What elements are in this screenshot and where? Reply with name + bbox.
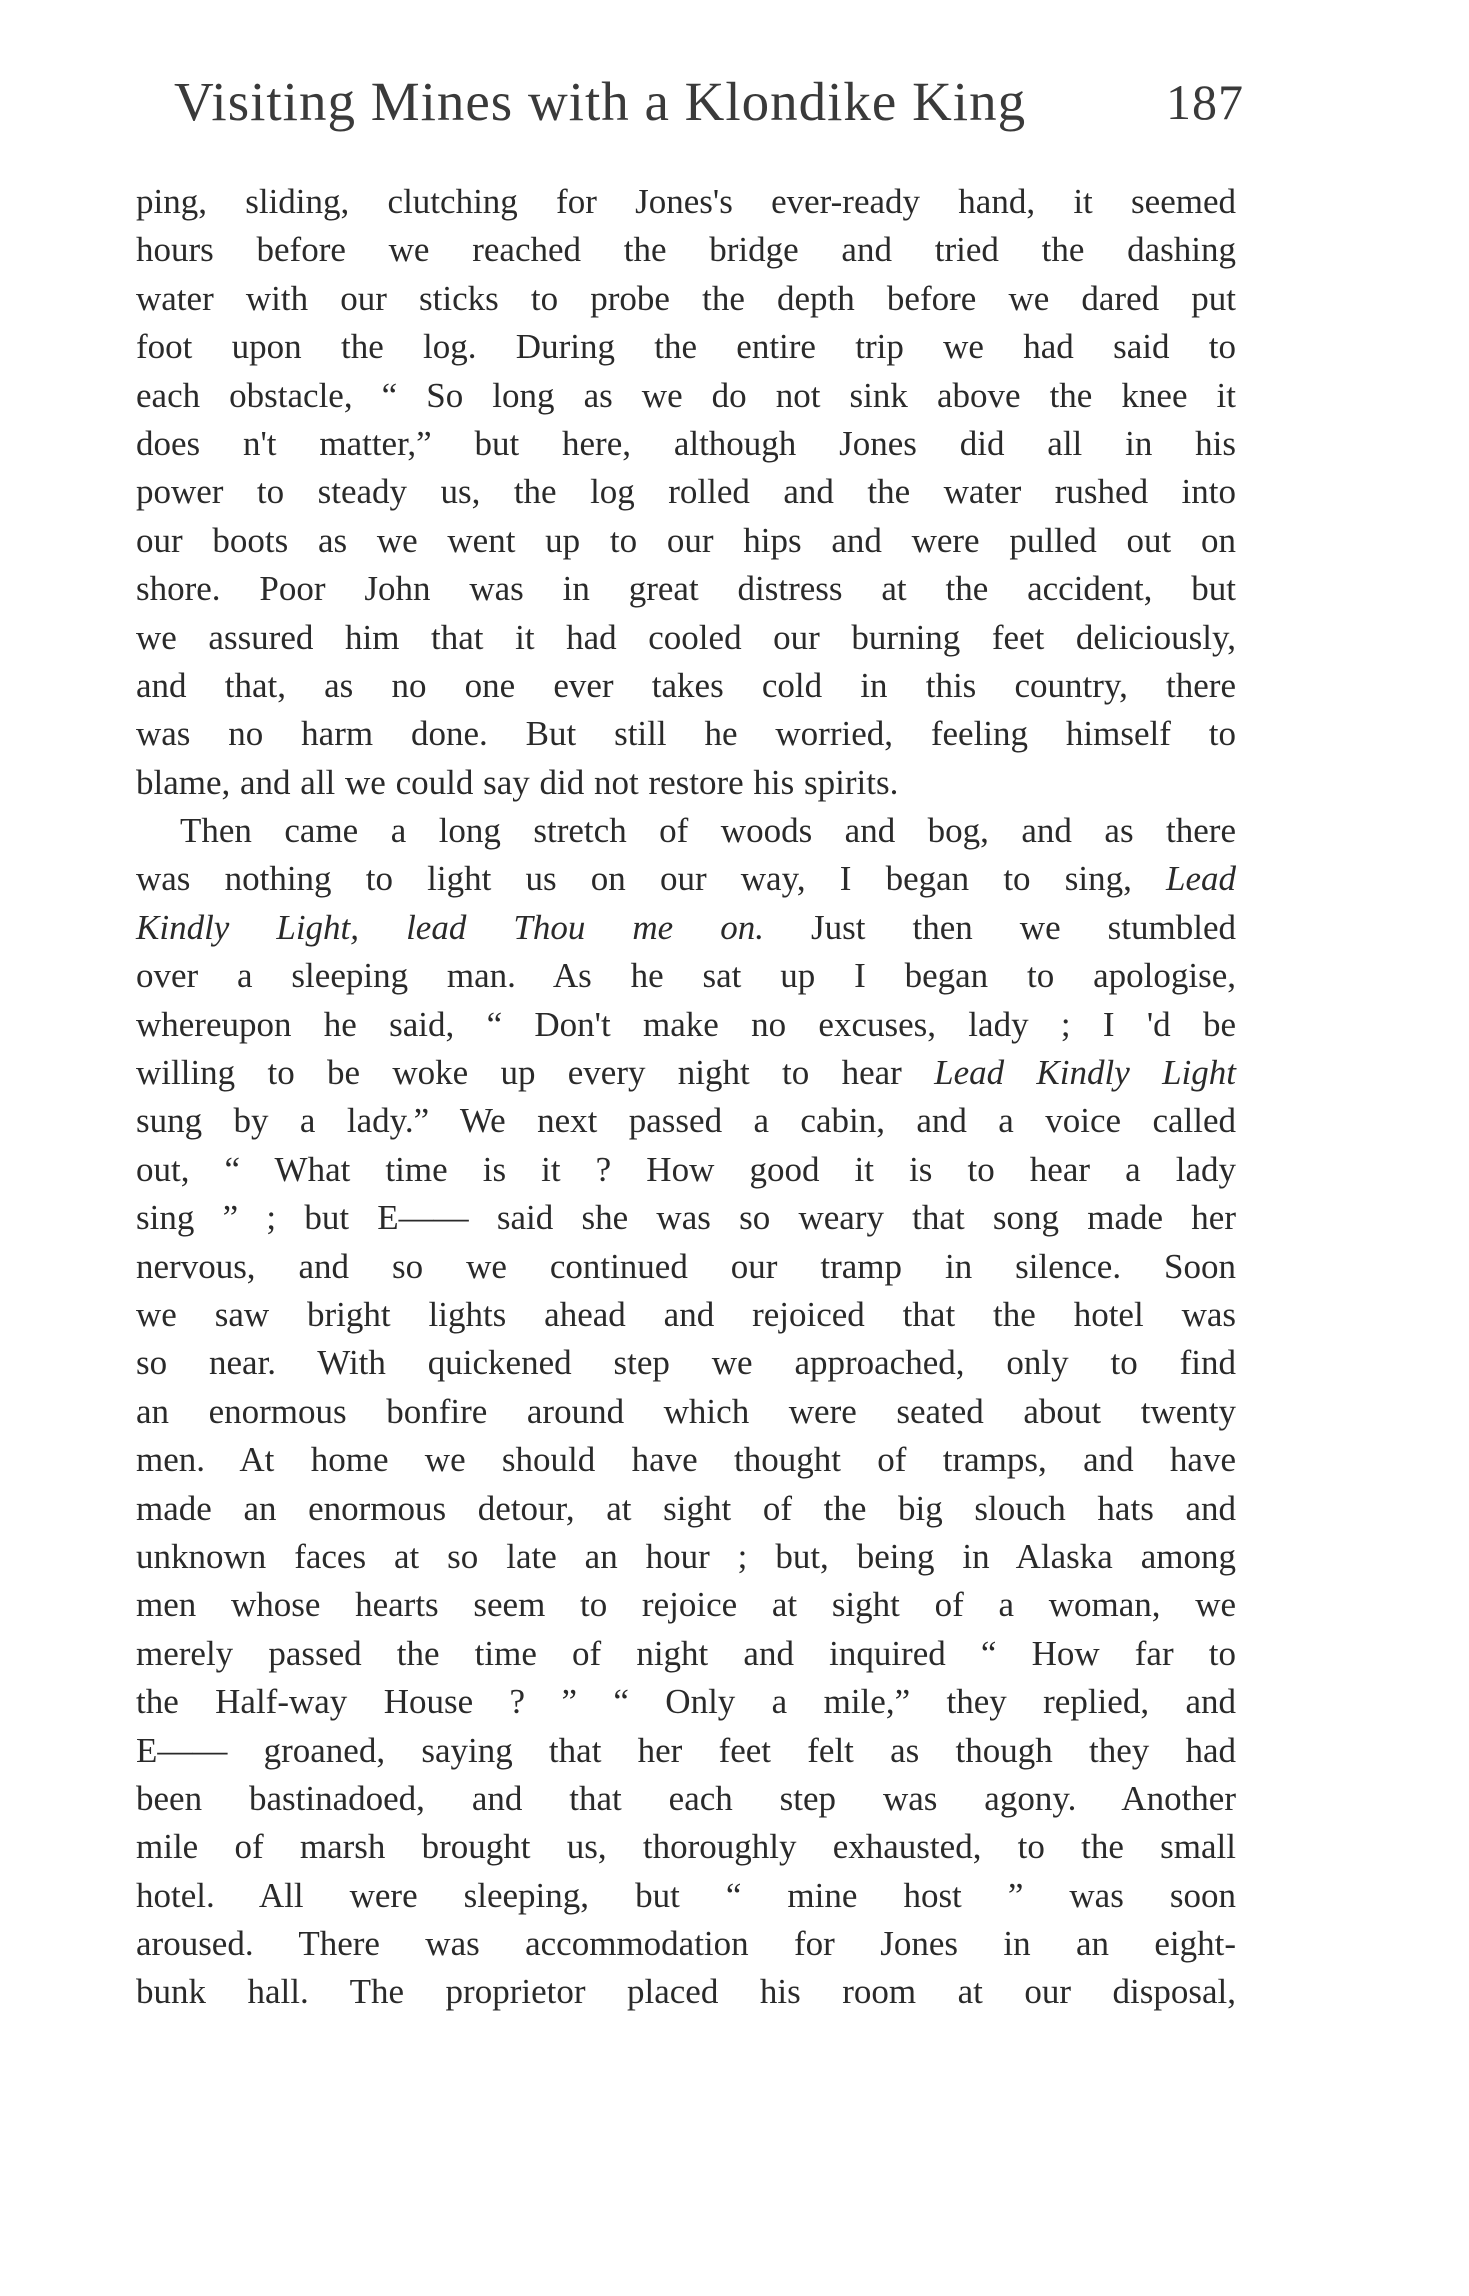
text-line: was no harm done. But still he worried, feeling himself to <box>136 714 1236 754</box>
text-line: shore. Poor John was in great distress at the accident, but <box>136 569 1236 609</box>
text-line: nervous, and so we continued our tramp in silence. Soon <box>136 1246 1236 1286</box>
text-line: our boots as we went up to our hips and were pulled out on <box>136 520 1236 560</box>
running-title: Visiting Mines with a Klondike King <box>174 71 1027 132</box>
text-line: does n't matter,” but here, although Jones did all in his <box>136 423 1236 463</box>
text-line: mile of marsh brought us, thoroughly exhausted, to the small <box>136 1827 1236 1867</box>
text-line: sing ” ; but E—— said she was so weary that song made her <box>136 1198 1236 1238</box>
italic-song-title: Kindly Light, lead Thou me on. <box>136 907 764 947</box>
text-line: unknown faces at so late an hour ; but, being in Alaska among <box>136 1536 1236 1576</box>
text-line: been bastinadoed, and that each step was agony. Another <box>136 1778 1236 1818</box>
text-line: power to steady us, the log rolled and the water rushed into <box>136 472 1236 512</box>
text-line: hotel. All were sleeping, but “ mine host ” was soon <box>136 1875 1236 1915</box>
text-line: men. At home we should have thought of tramps, and have <box>136 1440 1236 1480</box>
text-line: sung by a lady.” We next passed a cabin, and a voice called <box>136 1101 1236 1141</box>
text-line: we assured him that it had cooled our burning feet deliciously, <box>136 617 1236 657</box>
text-line: an enormous bonfire around which were seated about twenty <box>136 1391 1236 1431</box>
text-line: foot upon the log. During the entire trip we had said to <box>136 327 1236 367</box>
text-line: whereupon he said, “ Don't make no excuses, lady ; I 'd be <box>136 1004 1236 1044</box>
text-line: blame, and all we could say did not restore his spirits. <box>136 762 899 802</box>
text-line: E—— groaned, saying that her feet felt as though they had <box>136 1730 1236 1770</box>
text-line: water with our sticks to probe the depth before we dared put <box>136 278 1236 318</box>
running-head <box>174 70 1244 134</box>
text-line: each obstacle, “ So long as we do not sink above the knee it <box>136 375 1236 415</box>
text-line: over a sleeping man. As he sat up I began to apologise, <box>136 956 1236 996</box>
italic-song-title: Lead <box>1166 859 1236 899</box>
body-text <box>136 178 1236 2017</box>
text-line: merely passed the time of night and inquired “ How far to <box>136 1633 1236 1673</box>
text-line: hours before we reached the bridge and tried the dashing <box>136 230 1236 270</box>
text-line: the Half-way House ? ” “ Only a mile,” they replied, and <box>136 1682 1236 1722</box>
text-line: so near. With quickened step we approached, only to find <box>136 1343 1236 1383</box>
text-line: ping, sliding, clutching for Jones's ever-ready hand, it seemed <box>136 182 1236 221</box>
text-line: willing to be woke up every night to hear Lead Kindly Light <box>136 1053 1236 1093</box>
text-line: was nothing to light us on our way, I began to sing, Lead <box>136 859 1236 899</box>
text-line: we saw bright lights ahead and rejoiced that the hotel was <box>136 1294 1236 1334</box>
italic-song-title: Lead Kindly Light <box>934 1053 1236 1093</box>
text-line: and that, as no one ever takes cold in this country, there <box>136 665 1236 705</box>
text-line: out, “ What time is it ? How good it is to hear a lady <box>136 1149 1236 1189</box>
text-line: bunk hall. The proprietor placed his room at our disposal, <box>136 1972 1236 2012</box>
text-line: made an enormous detour, at sight of the big slouch hats and <box>136 1488 1236 1528</box>
text-line: men whose hearts seem to rejoice at sight of a woman, we <box>136 1585 1236 1625</box>
page-number: 187 <box>1166 74 1244 130</box>
text-line: Kindly Light, lead Thou me on. Just then we stumbled <box>136 907 1236 947</box>
text-line: aroused. There was accommodation for Jones in an eight- <box>136 1924 1236 1964</box>
paragraph-start-line: Then came a long stretch of woods and bog, and as there <box>180 811 1236 851</box>
